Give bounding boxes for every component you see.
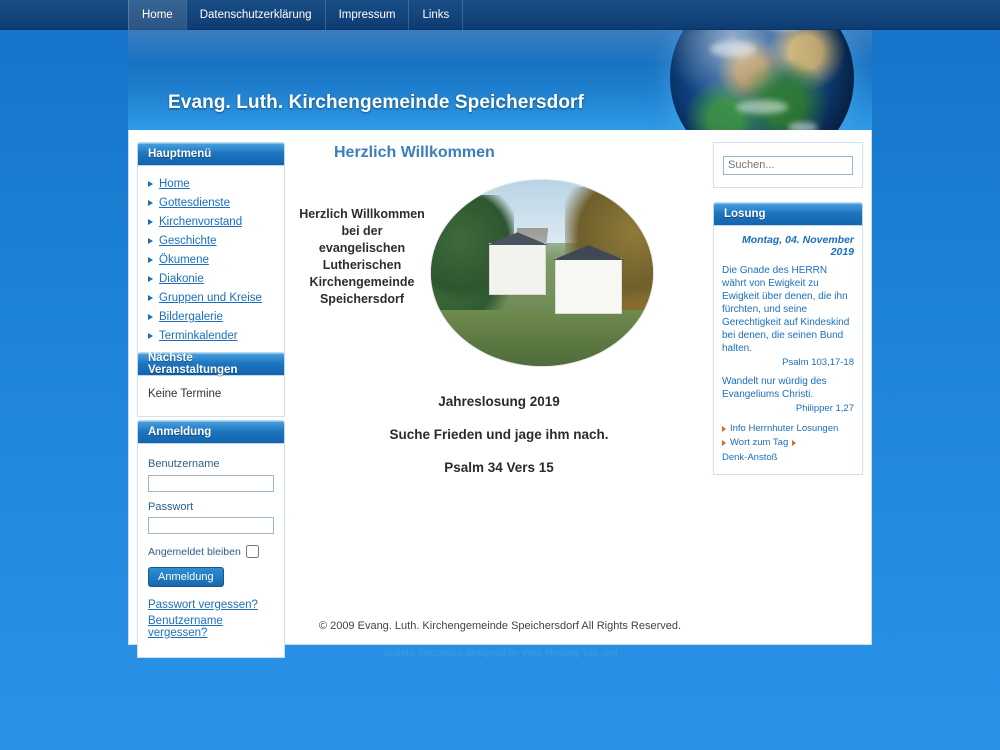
events-empty-text: Keine Termine — [148, 388, 222, 400]
sidebar-item-label[interactable]: Gottesdienste — [159, 197, 230, 209]
module-losung — [713, 202, 863, 475]
nav-item-datenschutzerklaerung[interactable]: Datenschutzerklärung — [186, 0, 325, 30]
arrow-right-icon — [148, 219, 153, 225]
sidebar-item-bildergalerie[interactable] — [148, 311, 276, 323]
remember-me-checkbox[interactable] — [246, 545, 259, 558]
top-bar — [0, 0, 1000, 30]
arrow-right-icon — [148, 333, 153, 339]
module-naechste-veranstaltungen — [137, 352, 285, 417]
bullet-arrow-icon — [722, 440, 726, 446]
remember-me-row — [148, 545, 274, 558]
content-heading: Herzlich Willkommen — [334, 144, 495, 161]
sidebar-item-label[interactable]: Bildergalerie — [159, 311, 223, 323]
hero-section — [299, 180, 699, 380]
sidebar-item-gruppen-und-kreise[interactable] — [148, 292, 276, 304]
sidebar-item-label[interactable]: Terminkalender — [159, 330, 238, 342]
arrow-right-icon — [148, 314, 153, 320]
photo-grass — [431, 310, 653, 366]
module-title-label: Hauptmenü — [148, 148, 212, 160]
losung-reference-2: Philipper 1,27 — [795, 403, 854, 414]
link-denk-anstoss[interactable]: Denk-Anstoß — [722, 452, 778, 463]
losung-date: Montag, 04. November 2019 — [741, 234, 854, 258]
nav-item-impressum[interactable]: Impressum — [325, 0, 409, 30]
forgot-links — [148, 599, 274, 639]
username-field[interactable] — [148, 475, 274, 492]
module-title-label: Nächste Veranstaltungen — [148, 352, 238, 376]
sidebar-item-gottesdienste[interactable] — [148, 197, 276, 209]
module-title-label: Losung — [724, 208, 766, 220]
password-field[interactable] — [148, 517, 274, 534]
module-title-label: Anmeldung — [148, 426, 212, 438]
arrow-right-icon — [148, 181, 153, 187]
church-photo — [431, 180, 653, 366]
sidebar-item-label[interactable]: Ökumene — [159, 254, 209, 266]
username-label: Benutzername — [148, 458, 220, 470]
hero-welcome-text: Herzlich Willkommen bei der evangelischen Lutherischen Kirchengemeinde Speichersdorf — [299, 207, 425, 306]
sidebar-item-label[interactable]: Gruppen und Kreise — [159, 292, 262, 304]
module-title-losung — [713, 202, 863, 226]
forgot-password-link[interactable]: Passwort vergessen? — [148, 599, 258, 611]
losung-link-row-1 — [722, 423, 854, 434]
sidebar-item-label[interactable]: Kirchenvorstand — [159, 216, 243, 228]
losung-reference-1: Psalm 103,17-18 — [782, 357, 854, 368]
losung-links — [722, 423, 854, 463]
page-title: Evang. Luth. Kirchengemeinde Speichersdorf — [168, 92, 584, 113]
password-label: Passwort — [148, 500, 194, 513]
site-header — [128, 30, 872, 130]
losung-text-2: Wandelt nur würdig des Evangeliums Christi. — [722, 376, 827, 400]
main-content — [299, 140, 699, 493]
jahreslosung-verse: Suche Frieden und jage ihm nach. — [389, 427, 609, 442]
module-title-events — [137, 352, 285, 376]
link-info-herrnhuter-losungen[interactable]: Info Herrnhuter Losungen — [730, 423, 839, 434]
losung-link-row-2 — [722, 437, 854, 463]
page-container — [128, 130, 872, 645]
sidebar-item-diakonie[interactable] — [148, 273, 276, 285]
login-button[interactable]: Anmeldung — [148, 567, 224, 587]
earth-globe-icon — [670, 30, 854, 130]
module-body-hauptmenue — [137, 166, 285, 362]
photo-parish-house — [555, 258, 622, 314]
arrow-right-icon — [148, 276, 153, 282]
module-title-hauptmenue — [137, 142, 285, 166]
nav-item-links[interactable]: Links — [408, 0, 463, 30]
photo-church-building — [489, 243, 547, 295]
arrow-right-icon — [148, 295, 153, 301]
nav-item-home[interactable]: Home — [128, 0, 186, 30]
sidebar-item-geschichte[interactable] — [148, 235, 276, 247]
top-navigation — [128, 0, 463, 30]
module-body-events — [137, 376, 285, 417]
jahreslosung-block — [299, 394, 699, 475]
sidebar-item-label[interactable]: Geschichte — [159, 235, 217, 247]
module-body-losung — [713, 226, 863, 475]
module-title-login — [137, 420, 285, 444]
bullet-arrow-icon — [792, 440, 796, 446]
module-hauptmenue — [137, 142, 285, 362]
jahreslosung-reference: Psalm 34 Vers 15 — [444, 460, 554, 475]
main-menu-list — [148, 178, 276, 342]
template-credit-link[interactable]: Joomla Templates designed by Web Hosting Top .org — [382, 648, 618, 659]
sidebar-item-home[interactable] — [148, 178, 276, 190]
losung-text-1: Die Gnade des HERRN währt von Ewigkeit zu Ewigkeit über denen, die ihn fürchten, und seine Gerechtigkeit auf Kindeskind bei denen, die seinen Bund halten. — [722, 265, 850, 354]
copyright-text: © 2009 Evang. Luth. Kirchengemeinde Speichersdorf All Rights Reserved. — [318, 620, 682, 632]
template-credit — [128, 648, 872, 659]
arrow-right-icon — [148, 238, 153, 244]
sidebar-item-label[interactable]: Diakonie — [159, 273, 204, 285]
link-wort-zum-tag[interactable]: Wort zum Tag — [730, 437, 789, 448]
sidebar-item-oekumene[interactable] — [148, 254, 276, 266]
sidebar-item-terminkalender[interactable] — [148, 330, 276, 342]
bullet-arrow-icon — [722, 426, 726, 432]
forgot-username-link[interactable]: Benutzername vergessen? — [148, 615, 223, 639]
search-input[interactable] — [723, 156, 853, 175]
module-search — [713, 142, 863, 188]
remember-me-label: Angemeldet bleiben — [148, 545, 241, 558]
arrow-right-icon — [148, 257, 153, 263]
sidebar-item-kirchenvorstand[interactable] — [148, 216, 276, 228]
arrow-right-icon — [148, 200, 153, 206]
jahreslosung-title: Jahreslosung 2019 — [438, 394, 560, 409]
sidebar-item-label[interactable]: Home — [159, 178, 190, 190]
